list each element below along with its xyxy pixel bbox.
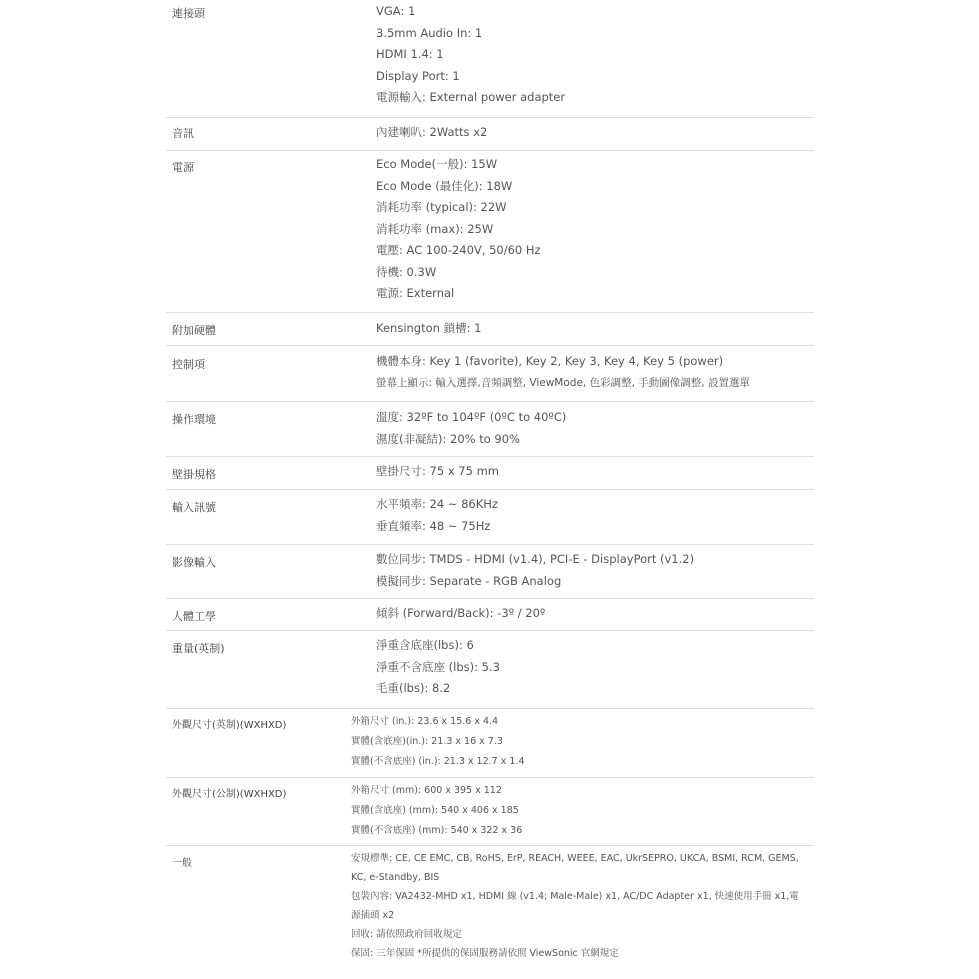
spec-label: 操作環境 bbox=[172, 413, 216, 426]
spec-row-input-signal bbox=[166, 490, 814, 545]
spec-value: HDMI 1.4: 1 bbox=[376, 47, 444, 61]
spec-row-hardware bbox=[166, 313, 814, 346]
spec-value: 外箱尺寸 (in.): 23.6 x 15.6 x 4.4 bbox=[351, 716, 499, 727]
spec-value: 壁掛尺寸: 75 x 75 mm bbox=[376, 464, 499, 478]
spec-value: Display Port: 1 bbox=[376, 68, 460, 83]
spec-value: 實體(不含底座) (mm): 540 x 322 x 36 bbox=[351, 825, 523, 836]
spec-value: 內建喇叭: 2Watts x2 bbox=[376, 125, 488, 139]
spec-value: 實體(含底座) (mm): 540 x 406 x 185 bbox=[351, 805, 519, 816]
spec-label: 一般 bbox=[172, 858, 192, 869]
spec-label: 附加硬體 bbox=[172, 324, 216, 337]
spec-value: 3.5mm Audio In: 1 bbox=[376, 25, 483, 40]
spec-row-general bbox=[166, 846, 814, 972]
spec-value: 外箱尺寸 (mm): 600 x 395 x 112 bbox=[351, 785, 502, 796]
spec-value: 溫度: 32ºF to 104ºF (0ºC to 40ºC) bbox=[376, 410, 567, 424]
spec-label: 音訊 bbox=[172, 127, 194, 140]
spec-value: 實體(不含底座) (in.): 21.3 x 12.7 x 1.4 bbox=[351, 756, 525, 767]
spec-row-power bbox=[166, 151, 814, 313]
spec-value: 水平頻率: 24 ~ 86KHz bbox=[376, 497, 498, 511]
spec-value: Kensington 鎖槽: 1 bbox=[376, 321, 482, 335]
spec-row-ergonomics bbox=[166, 599, 814, 631]
spec-value: 保固: 三年保固 *所提供的保固服務請依照 ViewSonic 官網規定 bbox=[351, 948, 619, 959]
spec-label: 電源 bbox=[172, 161, 194, 174]
spec-label: 控制項 bbox=[172, 358, 205, 371]
spec-row-wallmount bbox=[166, 457, 814, 490]
spec-label: 壁掛規格 bbox=[172, 468, 216, 481]
spec-value: 模擬同步: Separate - RGB Analog bbox=[376, 573, 562, 588]
spec-value: VGA: 1 bbox=[376, 4, 416, 18]
spec-value: 電源輸入: External power adapter bbox=[376, 90, 566, 104]
spec-value: 毛重(lbs): 8.2 bbox=[376, 681, 451, 695]
spec-label: 輸入訊號 bbox=[172, 501, 216, 514]
spec-value: 數位同步: TMDS - HDMI (v1.4), PCI-E - DisplayPort (v1.2) bbox=[376, 552, 695, 566]
spec-value: Eco Mode (最佳化): 18W bbox=[376, 178, 513, 193]
spec-row-video-input bbox=[166, 545, 814, 599]
spec-row-audio bbox=[166, 118, 814, 151]
spec-value: 淨重不含底座 (lbs): 5.3 bbox=[376, 659, 500, 674]
spec-value: 消耗功率 (typical): 22W bbox=[376, 200, 507, 214]
spec-value: 螢幕上顯示: 輸入選擇,音頻調整, ViewMode, 色彩調整, 手動圖像調整, 設置選單 bbox=[376, 376, 750, 389]
spec-value: 機體本身: Key 1 (favorite), Key 2, Key 3, Key 4, Key 5 (power) bbox=[376, 354, 724, 368]
spec-value: 實體(含底座)(in.): 21.3 x 16 x 7.3 bbox=[351, 736, 503, 747]
spec-value: 回收: 請依照政府回收規定 bbox=[351, 929, 462, 940]
spec-row-dimensions-metric bbox=[166, 778, 814, 846]
spec-value: 濕度(非凝結): 20% to 90% bbox=[376, 431, 520, 446]
spec-value: 淨重含底座(lbs): 6 bbox=[376, 638, 474, 652]
spec-table bbox=[166, 0, 814, 972]
spec-label: 外觀尺寸(英制)(WXHXD) bbox=[172, 720, 287, 731]
spec-value: 垂直頻率: 48 ~ 75Hz bbox=[376, 518, 491, 533]
spec-label: 影像輸入 bbox=[172, 556, 216, 569]
spec-label: 外觀尺寸(公制)(WXHXD) bbox=[172, 789, 287, 800]
spec-row-dimensions-imperial bbox=[166, 709, 814, 778]
spec-value: 電源: External bbox=[376, 286, 455, 300]
spec-label: 人體工學 bbox=[172, 610, 216, 623]
spec-value: 待機: 0.3W bbox=[376, 264, 437, 279]
spec-row-environment bbox=[166, 402, 814, 457]
spec-value: 傾斜 (Forward/Back): -3º / 20º bbox=[376, 606, 546, 620]
spec-label: 重量(英制) bbox=[172, 642, 225, 655]
spec-row-controls bbox=[166, 346, 814, 402]
spec-value: Eco Mode(一般): 15W bbox=[376, 157, 498, 171]
spec-row-connectors bbox=[166, 0, 814, 118]
spec-value: 安規標準: CE, CE EMC, CB, RoHS, ErP, REACH, WEEE, EAC, UkrSEPRO, UKCA, BSMI, RCM, GEMS, KC, e-Standby, BIS bbox=[351, 853, 799, 883]
spec-value: 電壓: AC 100-240V, 50/60 Hz bbox=[376, 243, 541, 257]
spec-value: 包裝內容: VA2432-MHD x1, HDMI 線 (v1.4; Male-Male) x1, AC/DC Adapter x1, 快速使用手冊 x1,電源插頭 x2 bbox=[351, 891, 799, 921]
spec-label: 連接頭 bbox=[172, 7, 205, 20]
spec-value: 消耗功率 (max): 25W bbox=[376, 221, 494, 236]
spec-row-weight-imperial bbox=[166, 631, 814, 709]
